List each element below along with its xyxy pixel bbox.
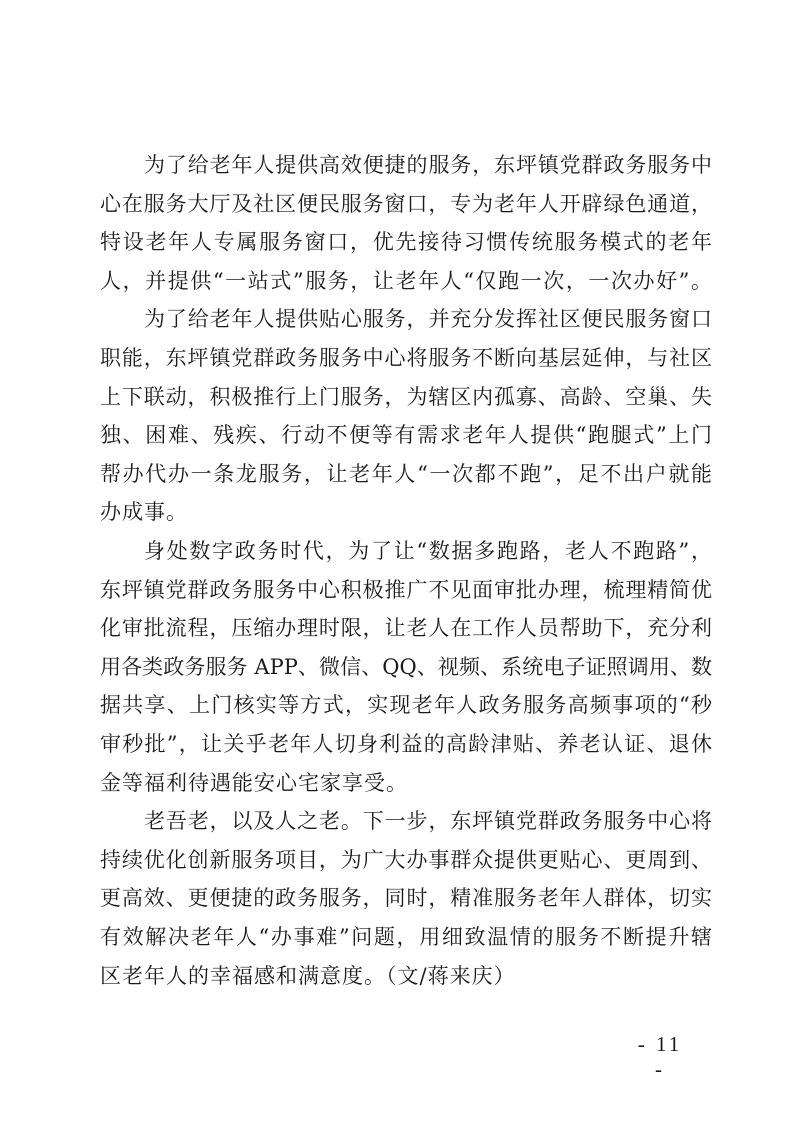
paragraph-1-line: 特设老年人专属服务窗口，优先接待习惯传统服务模式的老年 — [100, 230, 712, 255]
paragraph-3-line: 用各类政务服务 APP、微信、QQ、视频、系统电子证照调用、数 — [100, 654, 712, 679]
paragraph-2-line: 帮办代办一条龙服务，让老年人“一次都不跑”，足不出户就能 — [100, 461, 712, 486]
paragraph-2-line: 职能，东坪镇党群政务服务中心将服务不断向基层延伸，与社区 — [100, 346, 712, 370]
paragraph-1-line: 为了给老年人提供高效便捷的服务，东坪镇党群政务服务中 — [144, 153, 712, 177]
paragraph-4-line: 更高效、更便捷的政务服务，同时，精准服务老年人群体，切实 — [100, 886, 712, 911]
paragraph-3-line: 审秒批”，让关乎老年人切身利益的高龄津贴、养老认证、退休 — [100, 732, 712, 756]
paragraph-4-line: 持续优化创新服务项目，为广大办事群众提供更贴心、更周到、 — [100, 847, 712, 872]
paragraph-2-line: 为了给老年人提供贴心服务，并充分发挥社区便民服务窗口 — [144, 307, 712, 332]
paragraph-2-line: 独、困难、残疾、行动不便等有需求老年人提供“跑腿式”上门 — [100, 423, 712, 448]
paragraph-1-line: 人，并提供“一站式”服务，让老年人“仅跑一次，一次办好”。 — [100, 268, 712, 293]
paragraph-1-line: 心在服务大厅及社区便民服务窗口，专为老年人开辟绿色通道， — [100, 191, 712, 216]
paragraph-4-line: 有效解决老年人“办事难”问题，用细致温情的服务不断提升辖 — [100, 925, 712, 949]
paragraph-3-line: 据共享、上门核实等方式，实现老年人政务服务高频事项的“秒 — [100, 693, 712, 718]
paragraph-3-line: 化审批流程，压缩办理时限，让老人在工作人员帮助下，充分利 — [100, 616, 712, 641]
paragraph-2-line: 上下联动，积极推行上门服务，为辖区内孤寡、高龄、空巢、失 — [100, 384, 712, 409]
page-number: - 11 - — [637, 1032, 683, 1081]
paragraph-4-line: 老吾老，以及人之老。下一步，东坪镇党群政务服务中心将 — [144, 809, 712, 834]
paragraph-3-line: 身处数字政务时代，为了让“数据多跑路，老人不跑路”， — [144, 539, 712, 563]
paragraph-3-line: 金等福利待遇能安心宅家享受。 — [100, 770, 408, 795]
paragraph-3-line: 东坪镇党群政务服务中心积极推广不见面审批办理，梳理精简优 — [100, 577, 712, 602]
paragraph-2-line: 办成事。 — [100, 500, 188, 525]
paragraph-4-line: 区老年人的幸福感和满意度。（文/蒋来庆） — [100, 963, 516, 988]
